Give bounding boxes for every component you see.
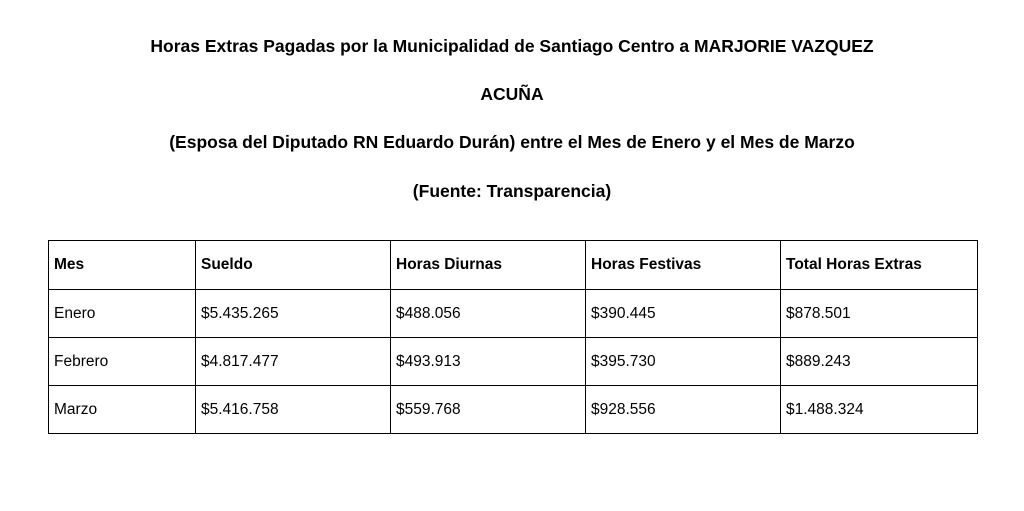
cell-sueldo: $5.435.265 — [196, 290, 391, 338]
cell-horas-diurnas: $559.768 — [391, 386, 586, 434]
title-line-2: ACUÑA — [480, 84, 544, 104]
cell-mes: Enero — [49, 290, 196, 338]
cell-horas-diurnas: $488.056 — [391, 290, 586, 338]
header-sueldo: Sueldo — [196, 241, 391, 290]
source-line: (Fuente: Transparencia) — [412, 181, 612, 201]
table-row — [49, 338, 978, 386]
cell-mes: Marzo — [49, 386, 196, 434]
cell-horas-festivas: $390.445 — [586, 290, 781, 338]
header-mes: Mes — [49, 241, 196, 290]
cell-sueldo: $5.416.758 — [196, 386, 391, 434]
cell-sueldo: $4.817.477 — [196, 338, 391, 386]
table-row — [49, 386, 978, 434]
cell-horas-festivas: $928.556 — [586, 386, 781, 434]
cell-total-horas-extras: $878.501 — [781, 290, 978, 338]
cell-horas-diurnas: $493.913 — [391, 338, 586, 386]
header-horas-diurnas: Horas Diurnas — [391, 241, 586, 290]
header-horas-festivas: Horas Festivas — [586, 241, 781, 290]
header-total-horas-extras: Total Horas Extras — [781, 241, 978, 290]
table-row — [49, 290, 978, 338]
title-line-1: Horas Extras Pagadas por la Municipalidad de Santiago Centro a MARJORIE VAZQUEZ — [150, 36, 874, 56]
cell-horas-festivas: $395.730 — [586, 338, 781, 386]
cell-total-horas-extras: $889.243 — [781, 338, 978, 386]
cell-mes: Febrero — [49, 338, 196, 386]
table-header-row — [49, 241, 978, 290]
subtitle-line: (Esposa del Diputado RN Eduardo Durán) entre el Mes de Enero y el Mes de Marzo — [169, 132, 855, 152]
cell-total-horas-extras: $1.488.324 — [781, 386, 978, 434]
overtime-table — [48, 240, 978, 434]
